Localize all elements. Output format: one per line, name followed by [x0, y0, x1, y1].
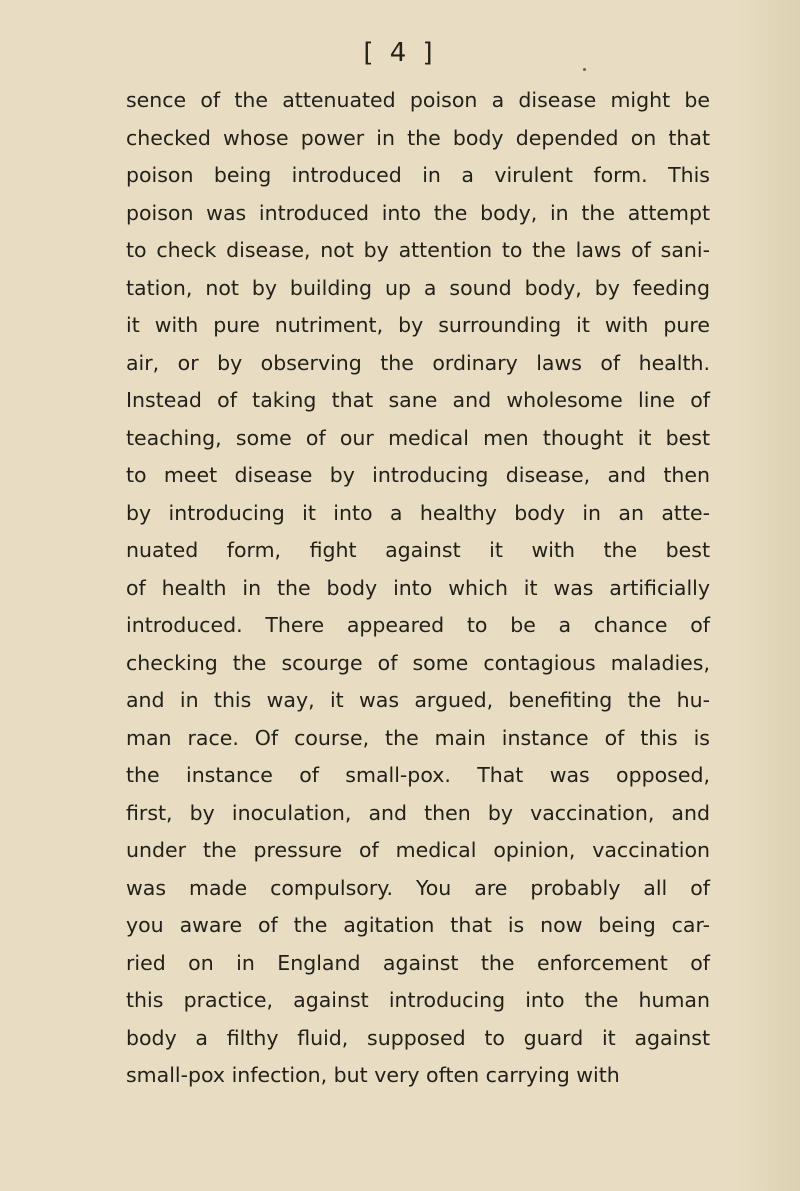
text-line: by introducing it into a healthy body in an atte-	[126, 500, 710, 525]
text-line: tation, not by building up a sound body, by feeding	[126, 275, 710, 300]
text-line: checking the scourge of some contagious maladies,	[126, 650, 710, 675]
text-line: under the pressure of medical opinion, vaccination	[126, 838, 710, 862]
text-line: and in this way, it was argued, benefiting the hu-	[126, 688, 710, 712]
text-line: was made compulsory. You are probably all of	[126, 875, 710, 900]
body-text	[126, 82, 710, 1095]
page-number: [ 4 ]	[363, 38, 437, 68]
text-line: nuated form, fight against it with the best	[126, 538, 710, 562]
text-line: checked whose power in the body depended on that	[126, 125, 710, 150]
text-line: to meet disease by introducing disease, and then	[126, 463, 710, 487]
text-line: first, by inoculation, and then by vaccination, and	[126, 800, 710, 825]
text-line: air, or by observing the ordinary laws of health.	[126, 350, 710, 375]
text-line: man race. Of course, the main instance of this is	[126, 725, 710, 750]
text-line: you aware of the agitation that is now being car-	[126, 913, 710, 937]
text-line: introduced. There appeared to be a chance of	[126, 613, 710, 637]
text-line: to check disease, not by attention to the laws of sani-	[126, 238, 710, 262]
text-line: body a filthy fluid, supposed to guard it against	[126, 1025, 710, 1050]
text-line: poison was introduced into the body, in the attempt	[126, 200, 710, 225]
text-line: teaching, some of our medical men thought it best	[126, 425, 710, 450]
text-line: this practice, against introducing into the human	[126, 988, 710, 1012]
ink-speck	[583, 68, 586, 71]
text-line: Instead of taking that sane and wholesome line of	[126, 388, 710, 412]
text-line: of health in the body into which it was artificially	[126, 575, 710, 600]
text-line: the instance of small-pox. That was opposed,	[126, 763, 710, 787]
text-line: ried on in England against the enforcement of	[126, 950, 710, 975]
text-line: it with pure nutriment, by surrounding it with pure	[126, 313, 710, 337]
text-line: sence of the attenuated poison a disease might be	[126, 88, 710, 112]
text-line: poison being introduced in a virulent form. This	[126, 163, 710, 187]
text-line: small-pox infection, but very often carrying with	[126, 1063, 620, 1087]
